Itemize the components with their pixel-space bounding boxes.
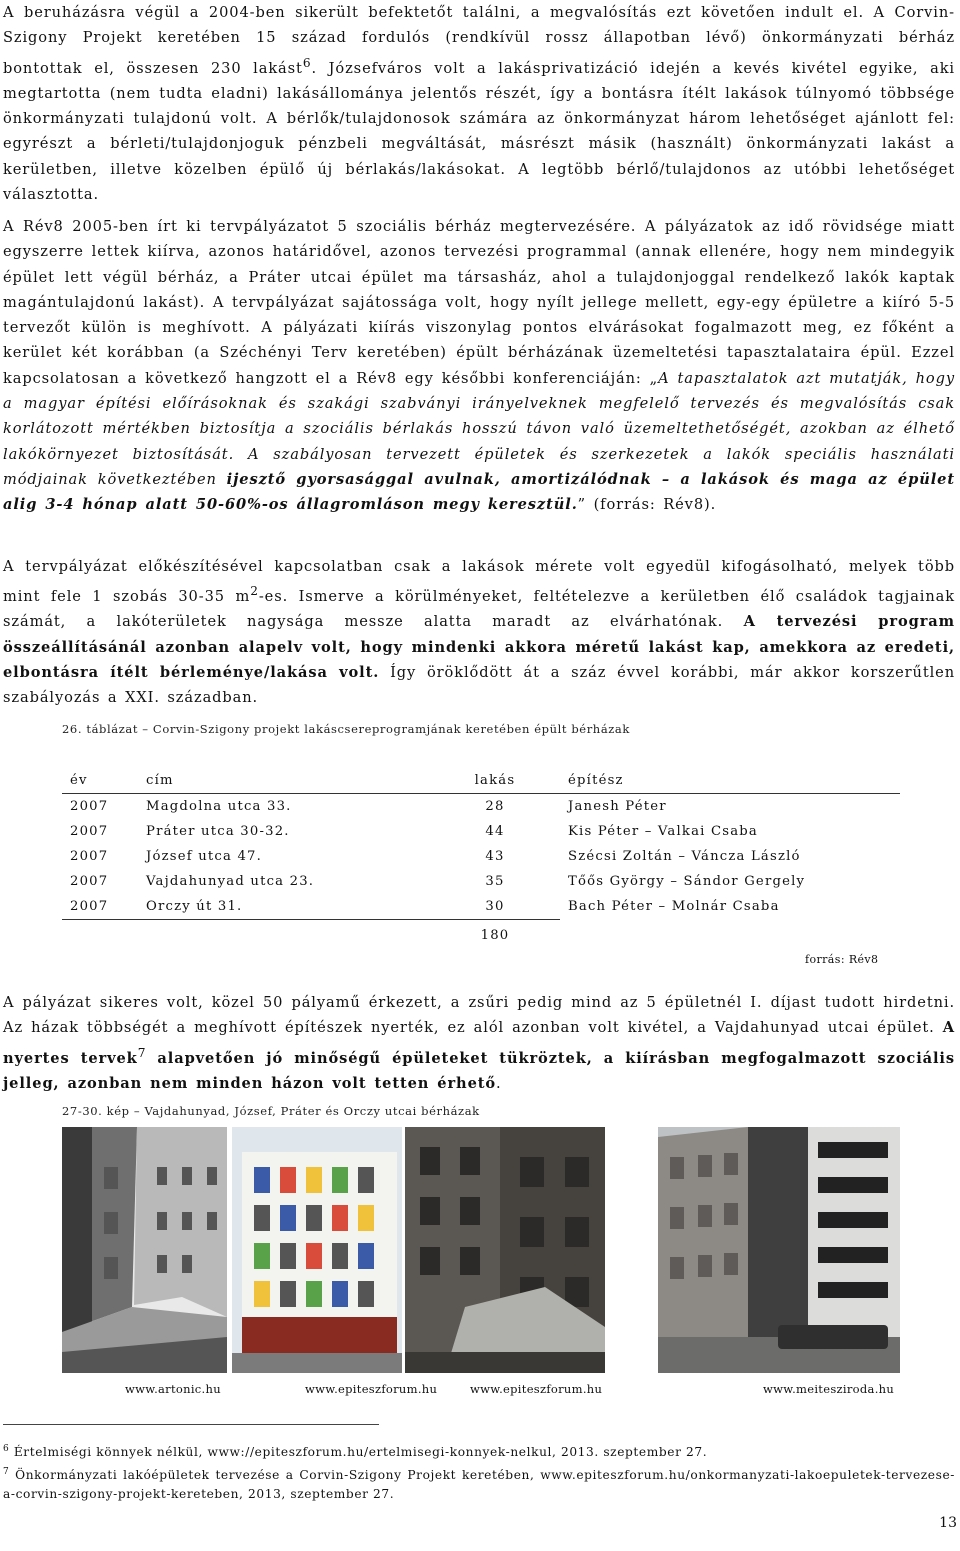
superscript-2: 2 bbox=[250, 584, 259, 599]
footnote-text: Értelmiségi könnyek nélkül, www://epiteszforum.hu/ertelmisegi-konnyek-nelkul, 2013. szeptember 27. bbox=[13, 1445, 708, 1460]
cell-architect: Janesh Péter bbox=[568, 799, 667, 814]
footnote-text: Önkormányzati lakóépületek tervezése a Corvin-Szigony Projekt keretében, www.epiteszforum.hu/onkormanyzati-lakoepuletek-tervezese-a-corvin-szigony-projekt-kereteben, 2013, szeptember 27. bbox=[3, 1468, 955, 1502]
footnote-divider bbox=[3, 1424, 379, 1425]
cell-year: 2007 bbox=[70, 849, 109, 864]
paragraph-2-text: A Rév8 2005-ben írt ki tervpályázatot 5 szociális bérház megtervezésére. A pályázatok az idő rövidsége miatt egyszerre lettek kiírva, azonos határidővel, azonos tervezési programmal (annak ellenére, hogy nem mindegyik épület lett végül bérház, a Práter utcai épület ma társasház, ahol a tulajdonjoggal rendelkező lakók kaptak magántulajdonú lakást). A tervpályázat sajátossága volt, hogy nyílt jellege mellett, egy-egy épületre a kiíró 5-5 tervezőt külön is meghívott. A pályázati kiírás viszonylag pontos elvárásokat fogalmazott meg, ez főként a kerület két korábban (a Széchényi Terv keretében) épült bérházának üzemeltetési tapasztalataira épül. Ezzel kapcsolatosan a következő hangzott el a Rév8 egy későbbi konferenciáján: „ bbox=[3, 218, 955, 387]
cell-address: Práter utca 30-32. bbox=[146, 824, 290, 839]
footnote-mark: 6 bbox=[3, 1444, 10, 1454]
paragraph-1-text-a: A beruházásra végül a 2004-ben sikerült befektetőt találni, a megvalósítás ezt követően indult el. A Corvin-Szigony Projekt keretében 15 század fordulós (rendkívül rossz állapotban lévő) önkormányzati bérház bontottak el, összesen 230 lakást bbox=[3, 4, 955, 77]
cell-address: József utca 47. bbox=[146, 849, 263, 864]
col-header-year: év bbox=[62, 768, 138, 794]
paragraph-3-bold: A tervezési program összeállításánál azonban alapelv volt, hogy mindenki akkora méretű lakást kap, amekkora az eredeti, elbontásra ítélt bérleménye/lakása volt. bbox=[3, 613, 955, 682]
table-header-row bbox=[62, 768, 900, 794]
table-row bbox=[62, 894, 900, 920]
cell-address: Orczy út 31. bbox=[146, 899, 243, 914]
cell-address: Vajdahunyad utca 23. bbox=[146, 874, 315, 889]
paragraph-2-quote-emphasis: ijesztő gyorsasággal avulnak, amortizálódnak – a lakások és maga az épület alig 3-4 hónap alatt 50-60%-os állagromláson megy keresztül. bbox=[3, 470, 955, 514]
cell-architect: Bach Péter – Molnár Csaba bbox=[568, 899, 780, 915]
cell-architect: Szécsi Zoltán – Váncza László bbox=[568, 849, 801, 864]
photo-credit-2[interactable]: www.epiteszforum.hu bbox=[305, 1382, 438, 1396]
photo-credit-3[interactable]: www.epiteszforum.hu bbox=[470, 1382, 603, 1396]
paragraph-4: A pályázat sikeres volt, közel 50 pályamű érkezett, a zsűri pedig mind az 5 épületnél I. díjast tudott hirdetni. Az házak többségét a meghívott építészek nyerték, ez alól azonban volt kivétel, a Vajdahunyad utcai épület. A nyertes tervek$^7$ alapvetően jó minőségű épületeket tükröztek, a kiírásban megfogalmazott szociális jelleg, azonban nem minden házon volt tetten érhető. bbox=[3, 994, 955, 1092]
paragraph-2 bbox=[3, 214, 955, 518]
cell-year: 2007 bbox=[70, 899, 109, 914]
housing-table bbox=[62, 768, 900, 950]
paragraph-4-text: A pályázat sikeres volt, közel 50 pályamű érkezett, a zsűri pedig mind az 5 épületnél I. díjast tudott hirdetni. Az házak többségét a meghívott építészek nyerték, ez alól azonban volt kivétel, a Vajdahunyad utcai épület. bbox=[3, 994, 955, 1037]
table-row bbox=[62, 844, 900, 869]
cell-units: 28 bbox=[485, 799, 505, 814]
cell-units: 35 bbox=[485, 874, 505, 889]
paragraph-3-text-a: A tervpályázat előkészítésével kapcsolatban csak a lakások mérete volt egyedül kifogásolható, melyek több mint fele 1 szobás 30-35 m bbox=[3, 558, 955, 606]
paragraph-2-source: ” (forrás: Rév8). bbox=[577, 496, 717, 514]
paragraph-4-bold-a: A nyertes tervek bbox=[3, 1019, 955, 1067]
cell-units: 43 bbox=[485, 849, 505, 864]
col-header-address: cím bbox=[138, 768, 430, 794]
cell-year: 2007 bbox=[70, 799, 109, 814]
table-caption: 26. táblázat – Corvin-Szigony projekt lakáscsereprogramjának keretében épült bérházak bbox=[62, 722, 630, 736]
table-source: forrás: Rév8 bbox=[805, 953, 879, 966]
cell-total-units: 180 bbox=[430, 920, 560, 951]
photo-credit-4[interactable]: www.meiteszirodа.hu bbox=[763, 1382, 895, 1396]
paragraph-3-text-b: -es. Ismerve a körülményeket, feltételezve a kerületben élő családok tagjainak számát, a lakóterületek nagysága messze alatta maradt az elvárhatónak. bbox=[3, 588, 955, 631]
footnote-mark: 7 bbox=[3, 1467, 10, 1477]
footnote-7 bbox=[3, 1463, 955, 1504]
photo-vajdahunyad bbox=[62, 1127, 227, 1373]
figure-caption: 27-30. kép – Vajdahunyad, József, Práter és Orczy utcai bérházak bbox=[62, 1104, 480, 1118]
paragraph-3 bbox=[3, 554, 955, 711]
cell-year: 2007 bbox=[70, 824, 109, 839]
footnote-ref-6[interactable]: 6 bbox=[302, 55, 312, 70]
paragraph-4-bold-b: alapvetően jó minőségű épületeket tükröztek, a kiírásban megfogalmazott szociális jelleg, azonban nem minden házon volt tetten érhető bbox=[3, 1049, 955, 1092]
footnote-ref-7[interactable]: 7 bbox=[137, 1045, 147, 1060]
cell-address: Magdolna utca 33. bbox=[146, 799, 292, 814]
cell-units: 30 bbox=[485, 899, 505, 914]
paragraph-2-quote: A tapasztalatok azt mutatják, hogy a magyar építési előírásoknak és szakági szabványi irányelveknek megfelelő tervezés és megvalósítás csak korlátozott mértékben biztosítja a szociális bérlakás hosszú távon való üzemeltethetőségét, azokban az élhető lakókörnyezet biztosítását. A szabályosan tervezett épületek és szerkezetek a lakók speciális használati módjainak következtében bbox=[3, 369, 955, 488]
cell-architect: Tőős György – Sándor Gergely bbox=[568, 874, 806, 889]
cell-architect: Kis Péter – Valkai Csaba bbox=[568, 824, 758, 839]
table-row bbox=[62, 819, 900, 844]
photo-jozsef bbox=[232, 1127, 402, 1373]
paragraph-1 bbox=[3, 0, 955, 207]
photo-credit-1[interactable]: www.artonic.hu bbox=[125, 1382, 221, 1396]
photo-prater bbox=[405, 1127, 605, 1373]
col-header-units: lakás bbox=[430, 768, 560, 794]
cell-year: 2007 bbox=[70, 874, 109, 889]
paragraph-3-text-c: Így öröklődött át a száz évvel korábbi, már akkor korszerűtlen szabályozás a XXI. században. bbox=[3, 664, 956, 707]
col-header-architect: építész bbox=[560, 768, 900, 794]
cell-units: 44 bbox=[485, 824, 505, 839]
footnote-6 bbox=[3, 1440, 955, 1462]
table-row bbox=[62, 794, 900, 820]
paragraph-1-text-b: . Józsefváros volt a lakásprivatizáció idején a kevés kivétel egyike, aki megtartotta (nem tudta eladni) lakásállománya jelentős részét, így a bontásra ítélt lakások túlnyomó többsége önkormányzati tulajdonú volt. A bérlők/tulajdonosok számára az önkormányzat három lehetőséget ajánlott fel: egyrészt a bérleti/tulajdonjoguk pénzbeli megváltását, másrészt másik (használt) önkormányzati lakást a kerületben, illetve közelben épülő új bérlakás/lakásokat. A legtöbb bérlő/tulajdonos az utóbbi lehetőséget választotta. bbox=[3, 59, 955, 203]
table-row bbox=[62, 869, 900, 894]
page-number: 13 bbox=[939, 1515, 957, 1531]
table-total-row bbox=[62, 920, 900, 951]
photo-orczy bbox=[658, 1127, 900, 1373]
